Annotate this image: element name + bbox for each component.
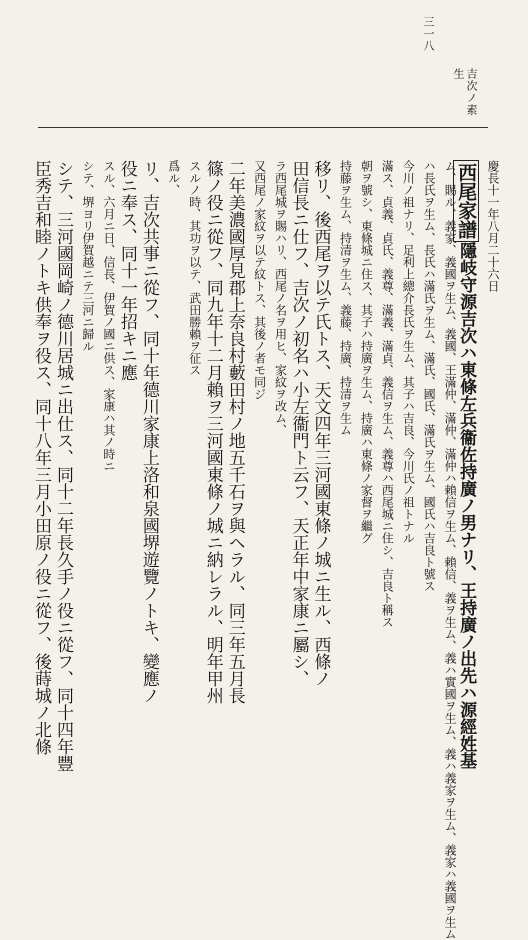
column-text: 役ニ奉ス、同十一年招キニ應 [116,160,137,381]
column-text: リ、吉次共事ニ從フ、同十年德川家康上洛和泉國堺遊覽ノトキ、變應ノ [138,160,159,704]
header-rule [38,127,488,128]
text-column [116,160,138,790]
column-text: 二年美濃國厚見郡上奈良村藪田村ノ地五千石ヲ與ヘラル、同三年五月長 [224,160,245,704]
column-text: 慶長十一年八月二十六日 [485,160,500,292]
text-column [373,160,394,790]
text-column [74,160,95,790]
column-text: 朝ヲ號シ、東條城ニ住ス、其子ハ持廣ヲ生ム、持廣ハ東條ノ家督ヲ繼グ [359,160,374,544]
column-text: 滿ス、貞義、貞氏、義尊、滿義、滿貞、義信ヲ生ム、義尊ハ西尾城ニ住シ、吉良ト稱ス [380,160,395,628]
column-text: 爲ル、 [166,160,181,196]
running-head-line-1: 吉次ノ素 [465,68,478,116]
text-column [394,160,415,790]
text-column [160,160,181,790]
text-column [138,160,160,790]
column-text: 又西尾ノ家紋ヲ以テ紋トス、其後ノ者モ同ジ [252,160,267,400]
column-text: シテ、三河國岡崎ノ德川居城ニ出仕ス、同十二年長久手ノ役ニ從フ、同十四年豐 [53,160,73,772]
text-column [415,160,436,790]
text-column [310,160,332,790]
column-text: 移リ、後西尾ヲ以テ氏トス、天文四年三河國東條ノ城ニ生ル、西條ノ [310,160,331,687]
column-text: スルノ時、其功ヲ以テ、武田勝賴ヲ征ス [187,160,202,376]
column-text: シテ、堺ヨリ伊賀越ニテ三河ニ歸ル [80,160,95,352]
column-text: スル、六月ニ日、信長、伊賀ノ國ニ供ス、家康ハ其ノ時ニ [101,160,116,472]
text-column [52,160,74,790]
column-text: 今川ノ祖ナリ、足利上總介長氏ヲ生ム、其子ハ吉良、今川氏ノ祖トナル [401,160,416,544]
text-column [95,160,116,790]
column-text: ム、賜ル、義家、義國ヲ生ム、義國、王滿仲、滿仲、滿仲ハ賴信ヲ生ム、賴信、義ヲ生ム、義ハ實國ヲ生ム、義ハ義家ヲ生ム、義家ハ義國ヲ生ム [443,160,458,940]
running-head [452,68,477,116]
text-column [224,160,246,790]
section-title: 西尾家譜 [453,160,479,242]
text-column [479,160,500,790]
column-text: 田信長ニ仕フ、吉次ノ初名ハ小左衞門ト云フ、天正年中家康ニ屬シ、 [288,160,309,687]
column-text: 篠ノ役ニ從フ、同九年十二月賴ヲ三河國東條ノ城ニ納レラル、明年甲州 [202,160,223,704]
text-body [30,160,500,940]
column-text: 隱岐守源吉次ハ東條左兵衞佐持廣ノ男ナリ、王持廣ノ出先ハ源經姓基 [456,242,477,769]
page-number: 三一八 [422,16,435,52]
text-column [332,160,353,790]
column-text: ラ西尾城ヲ賜ハリ、西尾ノ名ヲ用ヒ、家紋ヲ改ム、 [273,160,288,436]
text-column [181,160,202,790]
column-text: ハ長氏ヲ生ム、長氏ハ滿氏ヲ生ム、滿氏、國氏、滿氏ヲ生ム、國氏ハ吉良ト號ス [422,160,437,592]
running-head-line-2: 生 [452,68,465,80]
text-column [30,160,52,790]
text-column [267,160,288,790]
column-text: 持藤ヲ生ム、持清ヲ生ム、義藤、持廣、持清ヲ生ム [338,160,353,436]
text-column [352,160,373,790]
column-text: 臣秀吉和睦ノトキ供奉ヲ役ス、同十八年三月小田原ノ役ニ從フ、後蒔城ノ北條 [31,160,51,755]
text-column [202,160,224,790]
text-column [246,160,267,790]
text-column [457,160,479,790]
text-column [288,160,310,790]
